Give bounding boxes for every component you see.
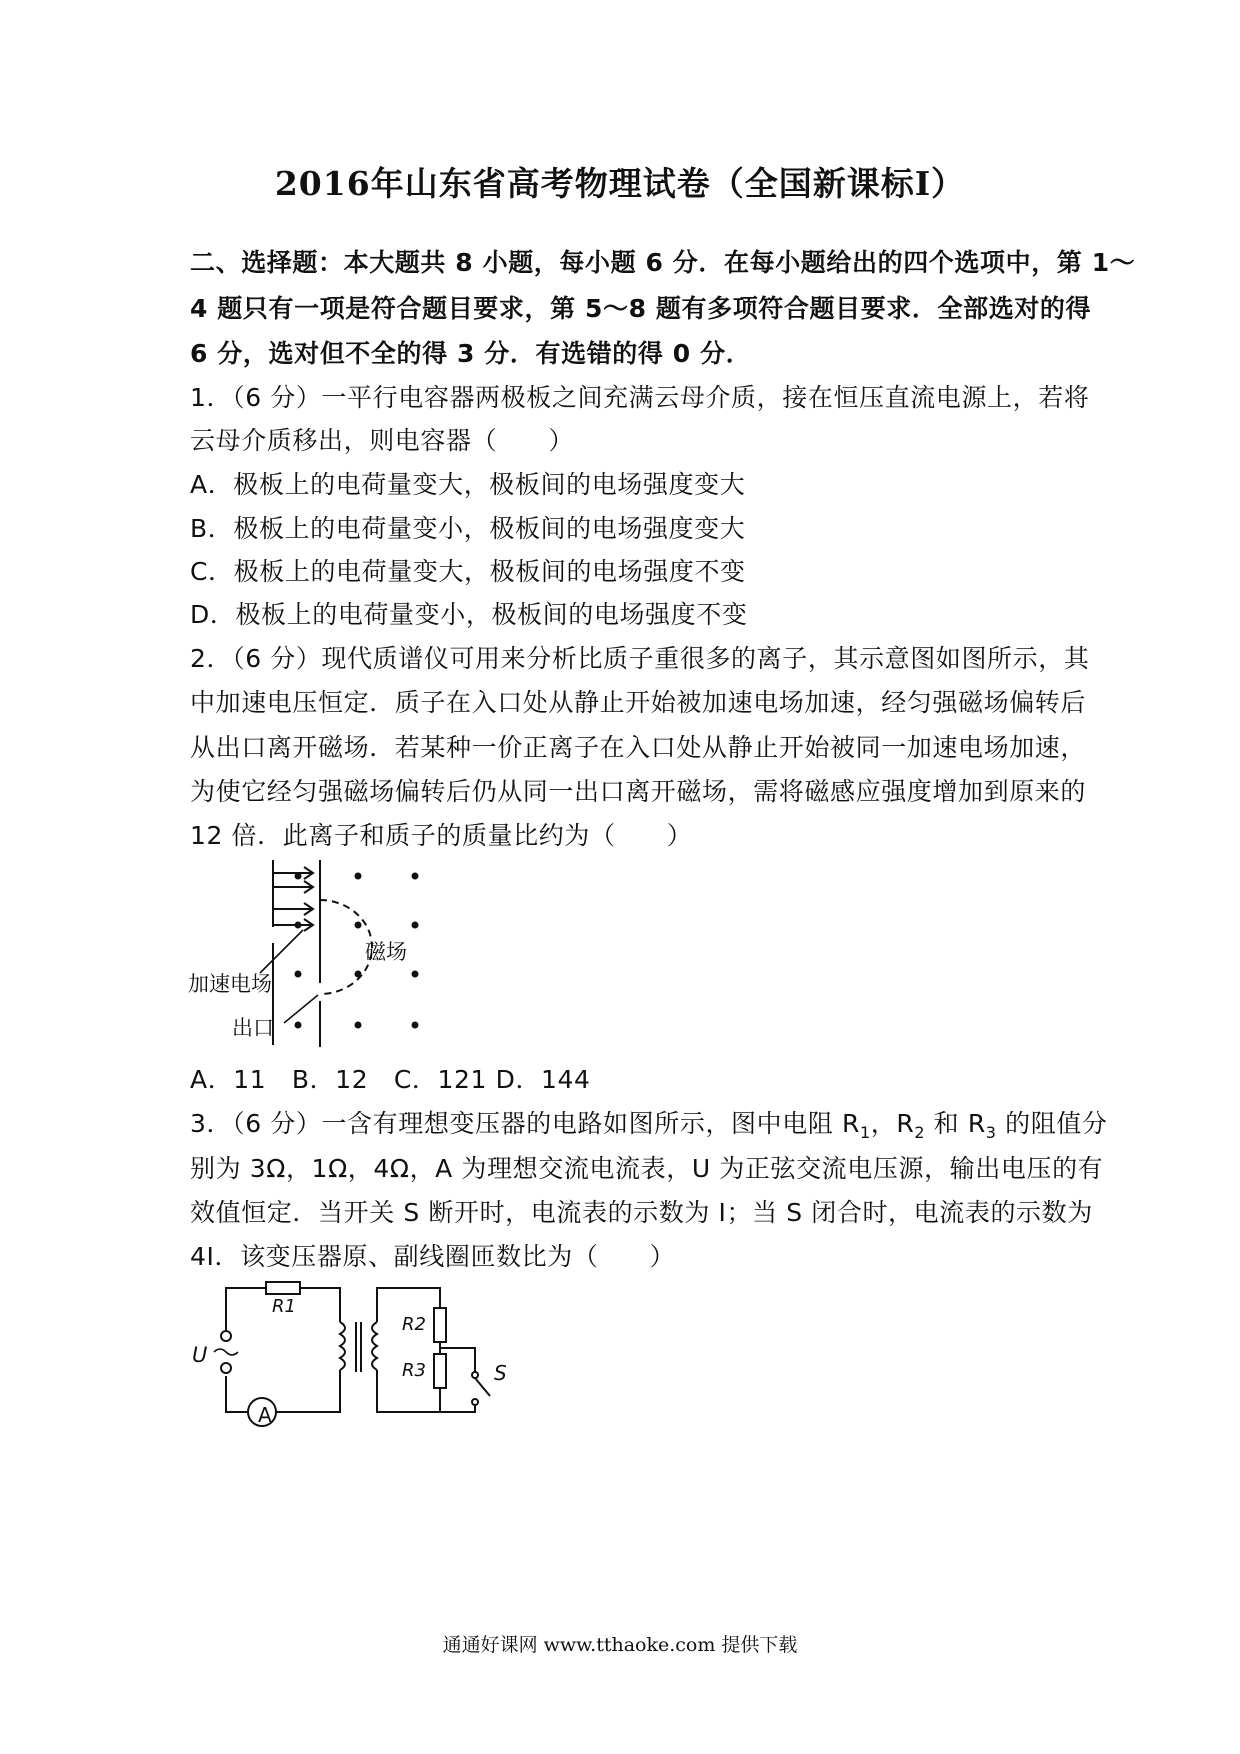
label-r1: R1 — [272, 1296, 296, 1317]
field-arrows — [273, 867, 313, 931]
q2-stem-line-5: 12 倍．此离子和质子的质量比约为（ ） — [190, 821, 693, 850]
label-r3: R3 — [402, 1360, 426, 1381]
q3-stem-line-2: 别为 3Ω，1Ω，4Ω，A 为理想交流电流表，U 为正弦交流电压源，输出电压的有 — [190, 1154, 1104, 1183]
q2-stem-line-2: 中加速电压恒定．质子在入口处从静止开始被加速电场加速，经匀强磁场偏转后 — [190, 688, 1087, 717]
section-instruction-line-1: 二、选择题：本大题共 8 小题，每小题 6 分．在每小题给出的四个选项中，第 1～ — [190, 248, 1136, 277]
resistor-r1 — [266, 1282, 300, 1294]
page-footer: 通通好课网 www.tthaoke.com 提供下载 — [442, 1634, 798, 1656]
q1-option-c: C．极板上的电荷量变大，极板间的电场强度不变 — [190, 557, 746, 586]
q2-options: A．11 B．12 C．121 D．144 — [190, 1065, 591, 1094]
resistor-r2 — [434, 1308, 446, 1342]
q2-mass-spectrometer-figure — [180, 855, 500, 1055]
label-u: U — [192, 1343, 208, 1367]
label-exit: 出口 — [232, 1016, 274, 1040]
label-r2: R2 — [402, 1314, 426, 1335]
primary-coil — [340, 1322, 345, 1370]
q1-stem-line-2: 云母介质移出，则电容器（ ） — [190, 426, 575, 455]
q3-stem-line-4: 4I．该变压器原、副线圈匝数比为（ ） — [190, 1242, 676, 1271]
exit-label-pointer — [284, 995, 318, 1023]
section-instruction-line-2: 4 题只有一项是符合题目要求，第 5～8 题有多项符合题目要求．全部选对的得 — [190, 294, 1092, 323]
q2-stem-line-4: 为使它经匀强磁场偏转后仍从同一出口离开磁场，需将磁感应强度增加到原来的 — [190, 777, 1087, 806]
label-accelerating-field: 加速电场 — [188, 972, 272, 996]
resistor-r3 — [434, 1354, 446, 1388]
secondary-coil — [372, 1322, 377, 1370]
q1-stem-line-1: 1．（6 分）一平行电容器两极板之间充满云母介质，接在恒压直流电源上，若将 — [190, 383, 1090, 412]
q3-stem-line-1: 3．（6 分）一含有理想变压器的电路如图所示，图中电阻 $R_1$，$R_2$ 和 $R_3$ 的阻值分 — [190, 1109, 1108, 1142]
section-instruction-line-3: 6 分，选对但不全的得 3 分．有选错的得 0 分． — [190, 339, 752, 368]
switch-s — [475, 1378, 490, 1396]
q1-option-d: D．极板上的电荷量变小，极板间的电场强度不变 — [190, 600, 748, 629]
page-title: 2016年山东省高考物理试卷（全国新课标Ⅰ） — [274, 164, 966, 203]
label-magnetic-field: 磁场 — [365, 940, 407, 964]
label-s: S — [494, 1361, 507, 1385]
q2-stem-line-1: 2．（6 分）现代质谱仪可用来分析比质子重很多的离子，其示意图如图所示，其 — [190, 644, 1090, 673]
q1-option-a: A．极板上的电荷量变大，极板间的电场强度变大 — [190, 470, 746, 499]
label-a: A — [258, 1403, 272, 1427]
q3-transformer-circuit-figure — [190, 1280, 530, 1440]
q3-stem-line-3: 效值恒定．当开关 S 断开时，电流表的示数为 I；当 S 闭合时，电流表的示数为 — [190, 1198, 1093, 1227]
q2-stem-line-3: 从出口离开磁场．若某种一价正离子在入口处从静止开始被同一加速电场加速， — [190, 733, 1087, 762]
q1-option-b: B．极板上的电荷量变小，极板间的电场强度变大 — [190, 514, 746, 543]
accel-label-pointer — [260, 930, 303, 973]
